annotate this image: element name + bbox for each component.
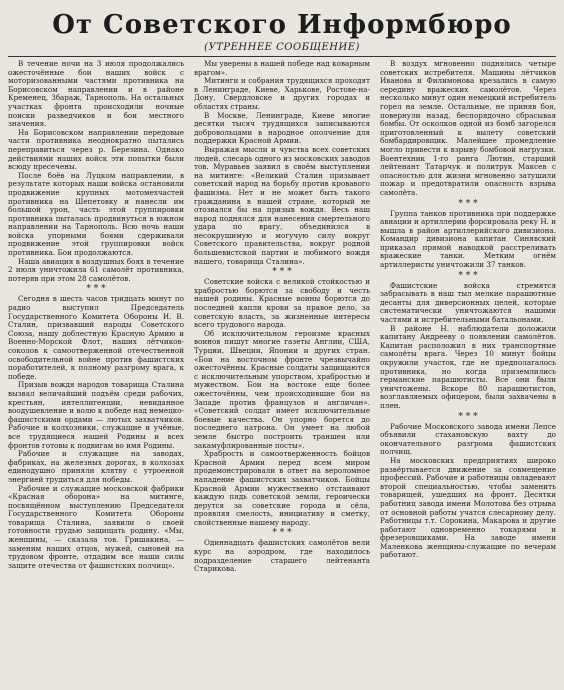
article-column-3	[380, 60, 556, 688]
article-paragraph: Выражая мысли и чувства всех советских людей, слесарь одного из московских заводов тов. Муравьев заявил в своём выступлении на митинге: «Великий Сталин призывает советский народ на борьбу против кровавого фашизма. Нет и не может быть такого гражданина в нашей стране, который не отозвался бы на призыв вождя. Весь наш народ поднялся для нанесения смертельного удара по врагу, объединился в несокрушимую и могучую силу вокруг Советского правительства, вокруг родной большевистской партии и любимого вождя нашего, товарища Сталина».	[194, 144, 370, 266]
article-paragraph: На московских предприятиях широко развёртывается движение за совмещение профессий. Рабочие и работницы овладевают второй специальностью, чтобы заменить товарищей, ушедших на фронт. Десятки работниц завода имени Молотова без отрыва от основной работы учатся слесарному делу. Работницы т.т. Сорокина, Макарова и другие работают одновременно токарями и фрезеровщиками. На заводе имени Маленкова женщины-служащие по вечерам работают.	[380, 455, 556, 560]
article-paragraph: В районе Н. наблюдатели доложили капитану Андрееву о появлении самолётов. Капитан расположил в них транспортные самолёты врага. Через 10 минут бойцы окружили участок, где не предполагалось противника, но когда приземлились германские парашютисты. Все они были уничтожены. Вскоре 80 парашютистов, возглавляемых офицером, были захвачены в плен.	[380, 323, 556, 410]
article-paragraph: Одиннадцать фашистских самолётов вели курс на аэродром, где находилось подразделение старшего лейтенанта Старикова.	[194, 538, 370, 574]
article-paragraph: Мы уверены в нашей победе над коварным врагом».	[194, 60, 370, 77]
article-paragraph: Храбрость и самоотверженность бойцов Красной Армии перед всем миром продемонстрировали в ответ на вероломное нападение фашистских захватчиков. Бойцы Красной Армии мужественно отстаивают каждую пядь советской земли, героически дерутся за советские города и сёла, проявляя смелость, инициативу и сметку, свойственные нашему народу.	[194, 449, 370, 527]
section-separator: * * *	[458, 198, 478, 209]
article-paragraph: Об исключительном героизме красных воинов пишут многие газеты Англии, США, Турции, Швеции, Японии и других стран. «Бои на восточном фронте чрезвычайно ожесточённы. Красные солдаты защищаются с исключительным упорством, храбростью и мужеством. Бои на востоке еще более ожесточённы, чем происходившие бои на Западе против французов и англичан». «Советский солдат имеет исключительные боевые качества. Он упорно борется до последнего патрона. Он умеет на любой земле быстро построить траншеи или закамуфлированные посты».	[194, 328, 370, 450]
article-paragraph: Рабочие и служащие московской фабрики «Красная оборона» на митинге, посвящённом выступлению Председателя Государственного Комитета Обороны товарища Сталина, заявили о своей готовности грудью защищать родину. «Мы, женщины, — сказала тов. Гришакина, — заменим наших отцов, мужей, сыновей на трудовом фронте, отдадим все наши силы защите отечества от фашистских полчищ».	[8, 483, 184, 570]
page-subtitle: (УТРЕННЕЕ СООБЩЕНИЕ)	[204, 42, 360, 53]
article-column-2	[194, 60, 370, 688]
section-separator: * * *	[458, 411, 478, 422]
article-paragraph: Наша авиация в воздушных боях в течение 2 июля уничтожила 61 самолёт противника, потеряв при этом 28 самолётов.	[8, 256, 184, 283]
section-separator: * * *	[86, 284, 106, 295]
section-separator: * * *	[272, 528, 292, 539]
article-paragraph: Призыв вождя народов товарища Сталина вызвал величайший подъём среди рабочих, крестьян, интеллигенции, невиданное воодушевление и волю к победе над немецко-фашистскими ордами — лютых захватчиков. Рабочие и колхозники, служащие и учёные, все трудящиеся нашей Родины и всех фронтов готовы к подвигам во имя Родины.	[8, 380, 184, 450]
article-paragraph: Рабочие Московского завода имени Лепсе объявили стахановскую вахту до окончательного разгрома фашистских полчищ.	[380, 421, 556, 457]
page-title: От Советского Информбюро	[52, 10, 512, 40]
article-paragraph: В воздух мгновенно поднялись четыре советских истребителя. Машины лётчиков Иванова и Филимонова врезались в самую середину вражеских самолётов. Через несколько минут один немецкий истребитель горел на земле. Остальные, не приняв боя, повернули назад, беспорядочно сбрасывая бомбы. От осколков одной из бомб загорелся приготовленный к вылету советский бомбардировщик. Малейшее промедление могло привести к взрыву бомбовой нагрузки. Воентехник 1-го ранга Лютин, старший лейтенант Татарчук и политрук Максев с опасностью для жизни мгновенно затушили пожар и предотвратили опасность взрыва самолёта.	[380, 60, 556, 197]
article-paragraph: На Борисовском направлении передовые части противника неоднократно пытались переправиться через р. Березина. Однако действиями наших войск эти попытки были всюду пресечены.	[8, 127, 184, 172]
article-paragraph: В течение ночи на 3 июля продолжались ожесточённые бои наших войск с моторизованными частями противника на Борисовском направлении и в районе Кременец, Збараж, Тарнополь. На остальных участках фронта происходили ночные поиски разведчиков и бои местного значения.	[8, 60, 184, 129]
article-paragraph: Митинги и собрания трудящихся проходят в Ленинграде, Киеве, Харькове, Ростове-на-Дону, Свердловске и других городах и областях страны.	[194, 76, 370, 111]
article-paragraph: Группа танков противника при поддержке авиации и артиллерии форсировала реку Н. и вышла в район артиллерийского дивизиона. Командир дивизиона капитан Синявский приказал прямой наводкой расстреливать вражеские танки. Метким огнём артиллеристы уничтожили 37 танков.	[380, 208, 556, 270]
section-separator: * * *	[458, 270, 478, 281]
article-paragraph: После боёв на Луцком направлении, в результате которых наши войска остановили продвижение крупных мотомехчастей противника на Шепетовку и нанесли им большой урон, часть этой группировки противника пыталась продвинуться в южном направлении на Тарнополь. Всю ночь наши войска упорными боями сдерживали продвижение этой группировки войск противника. Бои продолжаются.	[8, 170, 184, 258]
title-divider	[8, 56, 556, 57]
article-column-1	[8, 60, 184, 688]
article-paragraph: Советские войска с великой стойкостью и храбростью борются за свободу и честь нашей родины. Красные воины борются до последней капли крови за правое дело, за советскую власть, за жизненные интересы всего трудового народа.	[194, 277, 370, 330]
article-columns	[8, 60, 556, 688]
article-paragraph: Фашистские войска стремятся забрасывать в наш тыл мелкие парашютные десанты для диверсионных целей, которые систематически уничтожаются нашими частями и истребительными батальонами.	[380, 280, 556, 325]
section-separator: * * *	[272, 267, 292, 278]
article-paragraph: Рабочие и служащие на заводах, фабриках, на железных дорогах, в колхозах единодушно приняли клятву с утроенной энергией трудиться для победы.	[8, 449, 184, 484]
article-paragraph: Сегодня в шесть часов тридцать минут по радио выступил Председатель Государственного Комитета Обороны И. В. Сталин, призвавший народы Советского Союза, нашу доблестную Красную Армию и Военно-Морской Флот, наших лётчиков-соколов к самоотверженной отечественной освободительной войне против фашистских поработителей, к полному разгрому врага, к победе.	[8, 294, 184, 381]
article-paragraph: В Москве, Ленинграде, Киеве многие десятки тысяч трудящихся записываются добровольцами в народное ополчение для поддержки Красной Армии.	[194, 110, 370, 146]
